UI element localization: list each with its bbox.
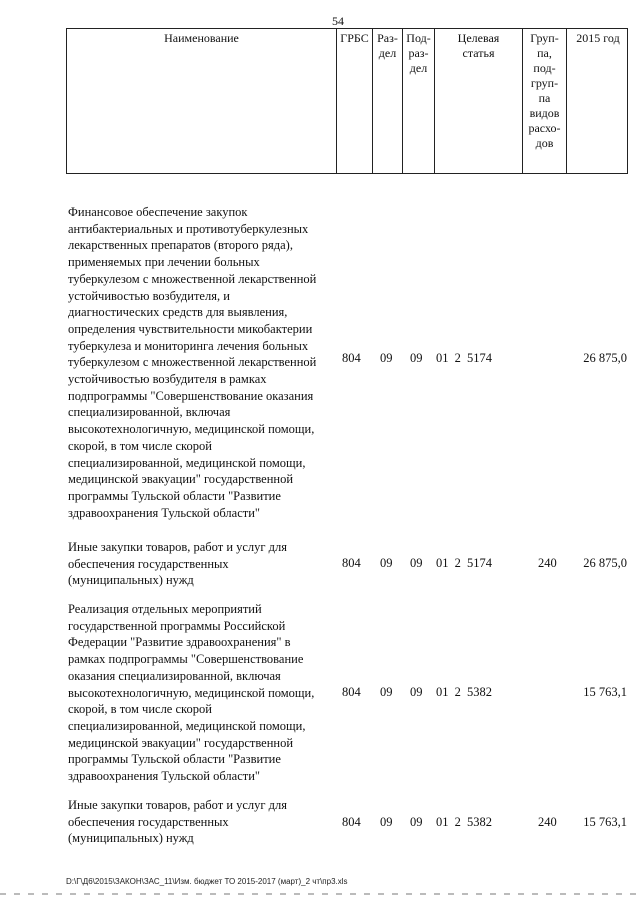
row-razdel: 09 xyxy=(380,685,393,699)
row-grbs: 804 xyxy=(342,685,361,699)
header-name: Наименование xyxy=(67,29,337,173)
row-value-2015: 15 763,1 xyxy=(583,815,627,829)
row-celevaya-statya: 01 2 5382 xyxy=(436,815,492,829)
row-value-2015: 26 875,0 xyxy=(583,556,627,570)
table-row xyxy=(66,539,628,591)
row-gruppa: 240 xyxy=(538,556,557,570)
row-podrazdel: 09 xyxy=(410,351,423,365)
row-name: Иные закупки товаров, работ и услуг для обеспечения государственных (муниципальных) нужд xyxy=(68,540,288,588)
row-podrazdel: 09 xyxy=(410,556,423,570)
row-name: Финансовое обеспечение закупок антибактериальных и противотуберкулезных лекарственных препаратов (второго ряда), применяемых при лечении больных туберкулезом с множественной лекарственной устойчивостью возбудителя, и диагностических средств для выявления, определения чувствительности микобактерии туберкулеза и мониторинга лечения больных туберкулезом с множественной лекарственной устойчивостью возбудителя в рамках подпрограммы "Совершенствование оказания специализированной, включая высокотехнологичную, медицинской помощи, скорой, в том числе скорой специализированной, медицинской помощи, медицинской эвакуации" государственной программы Тульской области "Развитие здравоохранения Тульской области" xyxy=(68,205,317,520)
row-grbs: 804 xyxy=(342,556,361,570)
file-path-footer: D:\Г\Д6\2015\ЗАКОН\ЗАС_11\Изм. бюджет ТО 2015-2017 (март)_2 чт\пр3.xls xyxy=(66,877,348,886)
row-celevaya-statya: 01 2 5174 xyxy=(436,351,492,365)
row-value-2015: 15 763,1 xyxy=(583,685,627,699)
row-name: Иные закупки товаров, работ и услуг для обеспечения государственных (муниципальных) нужд xyxy=(68,798,288,846)
row-celevaya-statya: 01 2 5174 xyxy=(436,556,492,570)
table-row xyxy=(66,601,628,787)
table-header xyxy=(66,28,628,174)
header-razdel: Раз- дел xyxy=(373,29,403,173)
row-grbs: 804 xyxy=(342,351,361,365)
row-podrazdel: 09 xyxy=(410,685,423,699)
header-celevaya-statya: Целевая статья xyxy=(435,29,523,173)
header-podrazdel: Под- раз- дел xyxy=(403,29,435,173)
header-grbs: ГРБС xyxy=(337,29,373,173)
page-number: 54 xyxy=(332,14,344,28)
table-row xyxy=(66,204,628,524)
row-gruppa: 240 xyxy=(538,815,557,829)
table-row xyxy=(66,797,628,849)
row-razdel: 09 xyxy=(380,351,393,365)
header-gruppa-vidov-raskhodov: Груп- па, под- груп- па видов расхо- дов xyxy=(523,29,567,173)
row-razdel: 09 xyxy=(380,815,393,829)
scan-edge-artifact xyxy=(0,893,640,895)
row-razdel: 09 xyxy=(380,556,393,570)
row-grbs: 804 xyxy=(342,815,361,829)
header-year: 2015 год xyxy=(576,31,620,45)
row-value-2015: 26 875,0 xyxy=(583,351,627,365)
row-name: Реализация отдельных мероприятий государственной программы Российской Федерации "Развитие здравоохранения" в рамках подпрограммы "Совершенствование оказания специализированной, включая высокотехнологичную, медицинской помощи, скорой, в том числе скорой специализированной, медицинской помощи, медицинской эвакуации" государственной программы Тульской области "Развитие здравоохранения Тульской области" xyxy=(68,602,315,784)
row-celevaya-statya: 01 2 5382 xyxy=(436,685,492,699)
row-podrazdel: 09 xyxy=(410,815,423,829)
